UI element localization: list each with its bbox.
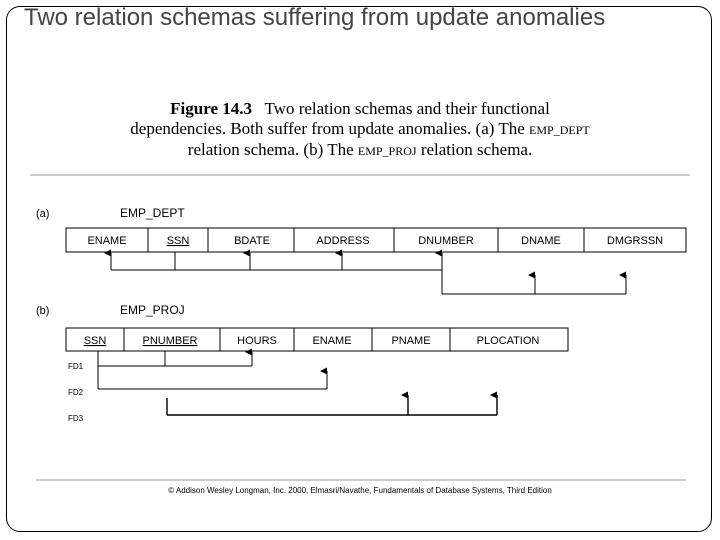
emp-proj-attr-ename: ENAME [312,335,352,347]
fd1-arrow [98,351,252,366]
emp-proj-attr-pname: PNAME [391,335,431,347]
part-a-label: (a) [36,208,50,220]
fd2-arrow [98,366,327,389]
figure-panel [0,95,720,515]
caption-emp-proj: EMP_PROJ [357,144,417,158]
caption-emp-dept: EMP_DEPT [529,123,590,137]
emp-proj-attr-hours: HOURS [237,335,277,347]
fd3-arrow [167,395,497,415]
emp-dept-attr-address: ADDRESS [316,235,370,247]
emp-proj-attr-plocation: PLOCATION [476,335,540,347]
emp-dept-table [66,228,686,252]
emp-proj-name: EMP_PROJ [120,303,185,317]
emp-dept-attr-dmgrssn: DMGRSSN [606,235,664,247]
emp-dept-attr-bdate: BDATE [234,235,270,247]
emp-dept-attr-ename: ENAME [87,235,127,247]
emp-dept-attr-ssn: SSN [166,235,190,247]
emp-dept-fd-dnumber [442,270,626,294]
dependency-diagram [0,95,720,515]
slide-title: Two relation schemas suffering from update anomalies [24,4,606,31]
caption-line2: dependencies. Both suffer from update anomalies. (a) The [130,119,525,138]
caption-line3-end: relation schema. [420,140,533,159]
copyright-notice: © Addison Wesley Longman, Inc. 2000, Elmasri/Navathe, Fundamentals of Database Systems, Third Edition [168,486,552,495]
fd3-label: FD3 [68,414,84,423]
emp-dept-name: EMP_DEPT [120,206,185,220]
emp-proj-table [66,328,568,351]
emp-proj-attr-ssn: SSN [83,335,107,347]
caption-line3: relation schema. (b) The [187,140,354,159]
caption-line1: Two relation schemas and their functional [264,99,550,118]
emp-proj-attr-pnumber: PNUMBER [142,335,198,347]
emp-dept-attr-dname: DNAME [521,235,561,247]
emp-dept-fd-ssn [111,252,442,270]
emp-dept-attr-dnumber: DNUMBER [418,235,474,247]
fd1-label: FD1 [68,362,84,371]
part-b-label: (b) [36,305,50,317]
caption-label: Figure 14.3 [170,99,253,118]
fd2-label: FD2 [68,388,84,397]
